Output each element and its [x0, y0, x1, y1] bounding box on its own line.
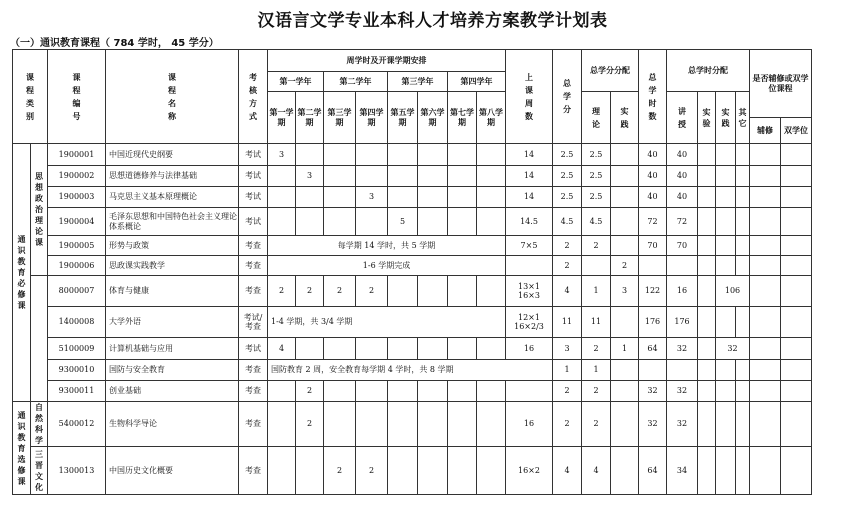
course-assessment: 考查: [239, 360, 268, 381]
course-name: 思想道德修养与法律基础: [106, 166, 239, 187]
total-credits: 11: [553, 307, 582, 338]
course-code: 5100009: [48, 338, 106, 360]
lecture-hours: 34: [667, 447, 698, 495]
theory-credits: 1: [582, 360, 611, 381]
course-assessment: 考查: [239, 256, 268, 276]
semester-span-note: 1-6 学期完成: [268, 256, 506, 276]
header-theory: 理论: [582, 92, 611, 144]
semester-hours: 2: [324, 447, 356, 495]
group-elective: 通识教育选修课: [13, 402, 31, 495]
lecture-hours: 40: [667, 144, 698, 166]
course-name: 国防与安全教育: [106, 360, 239, 381]
theory-credits: 1: [582, 276, 611, 307]
course-name: 大学外语: [106, 307, 239, 338]
total-hours: 64: [639, 338, 667, 360]
header-semester-1: 第一学期: [268, 92, 296, 144]
semester-hours: 3: [268, 144, 296, 166]
practice-credits: 1: [611, 338, 639, 360]
header-practice-hours: 实践: [716, 92, 736, 144]
course-code: 1900005: [48, 236, 106, 256]
class-weeks: 14.5: [506, 208, 553, 236]
header-minor: 辅修: [750, 118, 781, 144]
total-hours: 32: [639, 402, 667, 447]
header-assessment: 考核方式: [239, 50, 268, 144]
total-hours: 40: [639, 144, 667, 166]
course-name: 形势与政策: [106, 236, 239, 256]
teaching-plan-table: [12, 49, 812, 495]
group-required: 通识教育必修课: [13, 144, 31, 402]
class-weeks: 14: [506, 166, 553, 187]
lecture-hours: 72: [667, 208, 698, 236]
header-semester-4: 第四学期: [356, 92, 388, 144]
header-semester-6: 第六学期: [418, 92, 448, 144]
semester-span-note: 每学期 14 学时，共 5 学期: [268, 236, 506, 256]
lecture-hours: 40: [667, 166, 698, 187]
semester-span-note: 国防教育 2 周，安全教育每学期 4 学时，共 8 学期: [268, 360, 553, 381]
header-year-2: 第二学年: [324, 72, 388, 92]
header-hours-dist: 总学时分配: [667, 50, 750, 92]
course-code: 1900003: [48, 187, 106, 208]
course-name: 体育与健康: [106, 276, 239, 307]
course-name: 计算机基础与应用: [106, 338, 239, 360]
lecture-hours: 32: [667, 381, 698, 402]
theory-credits: 11: [582, 307, 611, 338]
semester-hours: 2: [356, 447, 388, 495]
lecture-hours: 40: [667, 187, 698, 208]
semester-hours: 2: [296, 402, 324, 447]
theory-credits: 4.5: [582, 208, 611, 236]
header-semester-8: 第八学期: [477, 92, 506, 144]
course-assessment: 考查: [239, 236, 268, 256]
course-name: 思政课实践教学: [106, 256, 239, 276]
lecture-hours: 32: [667, 402, 698, 447]
theory-credits: 2: [582, 402, 611, 447]
total-credits: 4: [553, 447, 582, 495]
theory-credits: 2.5: [582, 166, 611, 187]
header-year-3: 第三学年: [388, 72, 448, 92]
course-name: 生物科学导论: [106, 402, 239, 447]
header-credit-dist: 总学分分配: [582, 50, 639, 92]
course-code: 9300011: [48, 381, 106, 402]
class-weeks: 14: [506, 187, 553, 208]
course-code: 1900004: [48, 208, 106, 236]
class-weeks: 16: [506, 402, 553, 447]
class-weeks: 16: [506, 338, 553, 360]
course-code: 1900006: [48, 256, 106, 276]
semester-hours: 2: [296, 276, 324, 307]
total-credits: 2: [553, 402, 582, 447]
total-credits: 2.5: [553, 166, 582, 187]
total-credits: 2: [553, 381, 582, 402]
class-weeks: 13×1 16×3: [506, 276, 553, 307]
semester-hours: 2: [356, 276, 388, 307]
header-total-hours: 总学时数: [639, 50, 667, 144]
header-semester-5: 第五学期: [388, 92, 418, 144]
total-credits: 2: [553, 256, 582, 276]
header-semester-2: 第二学期: [296, 92, 324, 144]
lecture-hours: 32: [667, 338, 698, 360]
total-credits: 1: [553, 360, 582, 381]
total-hours: 40: [639, 166, 667, 187]
lecture-hours: 70: [667, 236, 698, 256]
header-semester-7: 第七学期: [448, 92, 477, 144]
total-hours: 70: [639, 236, 667, 256]
course-code: 8000007: [48, 276, 106, 307]
header-weekly-group: 周学时及开课学期安排: [268, 50, 506, 72]
class-weeks: 16×2: [506, 447, 553, 495]
course-assessment: 考试/考查: [239, 307, 268, 338]
course-code: 1400008: [48, 307, 106, 338]
course-assessment: 考试: [239, 187, 268, 208]
total-hours: 32: [639, 381, 667, 402]
header-other: 其它: [736, 92, 750, 144]
course-assessment: 考试: [239, 208, 268, 236]
course-name: 中国历史文化概要: [106, 447, 239, 495]
header-dual: 双学位: [781, 118, 812, 144]
total-hours: 40: [639, 187, 667, 208]
page-title: 汉语言文学专业本科人才培养方案教学计划表: [257, 11, 608, 31]
class-weeks: 14: [506, 144, 553, 166]
theory-credits: 2: [582, 381, 611, 402]
semester-hours: 4: [268, 338, 296, 360]
course-assessment: 考查: [239, 447, 268, 495]
total-credits: 2.5: [553, 144, 582, 166]
header-name: 课程名称: [106, 50, 239, 144]
practice-credits: 2: [611, 256, 639, 276]
course-assessment: 考查: [239, 276, 268, 307]
group-culture: 三晋文化: [31, 447, 48, 495]
theory-credits: 2: [582, 338, 611, 360]
total-credits: 3: [553, 338, 582, 360]
header-lecture: 讲授: [667, 92, 698, 144]
course-code: 9300010: [48, 360, 106, 381]
practice-hours: 32: [716, 338, 750, 360]
course-assessment: 考试: [239, 338, 268, 360]
course-name: 毛泽东思想和中国特色社会主义理论体系概论: [106, 208, 239, 236]
course-assessment: 考试: [239, 144, 268, 166]
header-category: 课程类别: [13, 50, 48, 144]
course-code: 1900002: [48, 166, 106, 187]
total-hours: 64: [639, 447, 667, 495]
theory-credits: 4: [582, 447, 611, 495]
course-assessment: 考查: [239, 381, 268, 402]
semester-span-note: 1-4 学期，共 3/4 学期: [268, 307, 506, 338]
course-code: 5400012: [48, 402, 106, 447]
course-assessment: 考试: [239, 166, 268, 187]
group-science: 自然科学: [31, 402, 48, 447]
total-hours: 176: [639, 307, 667, 338]
course-code: 1300013: [48, 447, 106, 495]
total-credits: 4.5: [553, 208, 582, 236]
group-ideology: 思想政治理论课: [31, 144, 48, 276]
header-experiment: 实验: [698, 92, 716, 144]
header-year-1: 第一学年: [268, 72, 324, 92]
semester-hours: 5: [388, 208, 418, 236]
semester-hours: 3: [356, 187, 388, 208]
practice-hours: 106: [716, 276, 750, 307]
course-name: 马克思主义基本原理概论: [106, 187, 239, 208]
theory-credits: 2: [582, 236, 611, 256]
semester-hours: 2: [324, 276, 356, 307]
total-hours: 122: [639, 276, 667, 307]
header-dual-group: 是否辅修或双学位课程: [750, 50, 812, 118]
total-hours: 72: [639, 208, 667, 236]
total-credits: 2: [553, 236, 582, 256]
theory-credits: 2.5: [582, 144, 611, 166]
course-assessment: 考查: [239, 402, 268, 447]
section-label: （一）通识教育课程（ 784 学时， 45 学分）: [10, 38, 219, 49]
practice-credits: 3: [611, 276, 639, 307]
lecture-hours: 176: [667, 307, 698, 338]
header-code: 课程编号: [48, 50, 106, 144]
theory-credits: 2.5: [582, 187, 611, 208]
semester-hours: 2: [268, 276, 296, 307]
header-year-4: 第四学年: [448, 72, 506, 92]
class-weeks: 7×5: [506, 236, 553, 256]
class-weeks: 12×1 16×2/3: [506, 307, 553, 338]
total-credits: 4: [553, 276, 582, 307]
course-name: 中国近现代史纲要: [106, 144, 239, 166]
semester-hours: 3: [296, 166, 324, 187]
semester-hours: 2: [296, 381, 324, 402]
course-name: 创业基础: [106, 381, 239, 402]
header-semester-3: 第三学期: [324, 92, 356, 144]
header-class-weeks: 上课周数: [506, 50, 553, 144]
header-practice: 实践: [611, 92, 639, 144]
course-code: 1900001: [48, 144, 106, 166]
lecture-hours: 16: [667, 276, 698, 307]
total-credits: 2.5: [553, 187, 582, 208]
header-total-credits: 总学分: [553, 50, 582, 144]
